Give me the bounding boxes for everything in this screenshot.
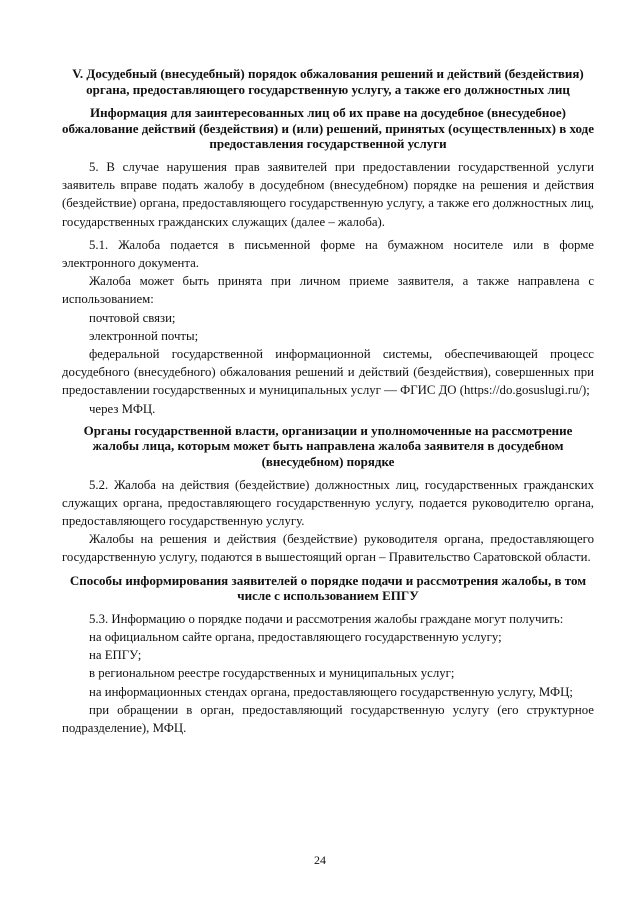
subsection-title-authorities: Органы государственной власти, организации и уполномоченные на рассмотрение жалобы лица, которым может быть направлена жалоба заявителя в досудебном (внесудебном) порядке [83, 422, 573, 469]
section-title: V. Досудебный (внесудебный) порядок обжалования решений и действий (бездействия) органа, предоставляющего государственную услугу, а также его должностных лиц [72, 66, 584, 97]
document-page [62, 66, 594, 737]
list-item: в региональном реестре государственных и муниципальных услуг; [89, 666, 455, 681]
list-item: при обращении в орган, предоставляющий государственную услугу (его структурное подразделение), МФЦ. [62, 702, 594, 736]
subsection-title-rights: Информация для заинтересованных лиц об их праве на досудебное (внесудебное) обжалование действий (бездействия) и (или) решений, принятых (осуществленных) в ходе предоставления государственной услуги [62, 105, 594, 152]
paragraph-5-3: 5.3. Информацию о порядке подачи и рассмотрения жалобы граждане могут получить: [89, 611, 564, 626]
paragraph-5: 5. В случае нарушения прав заявителей при предоставлении государственной услуги заявитель вправе подать жалобу в досудебном (внесудебном) порядке на решения и действия (бездействие) органа, предоставляющего государственную услугу, а также его должностных лиц, государственных гражданских служащих (далее – жалоба). [62, 159, 594, 229]
list-item: федеральной государственной информационной системы, обеспечивающей процесс досудебного (внесудебного) обжалования решений и действий (бездействия), совершенных при предоставлении государственных и муниципальных услуг — ФГИС ДО (https://do.gosuslugi.ru/); [62, 347, 594, 398]
list-item: на официальном сайте органа, предоставляющего государственную услугу; [89, 630, 502, 644]
list-item: на ЕПГУ; [89, 648, 142, 663]
list-item: на информационных стендах органа, предоставляющего государственную услугу, МФЦ; [89, 684, 573, 699]
list-item: через МФЦ. [89, 401, 156, 416]
paragraph-5-2: 5.2. Жалоба на действия (бездействие) должностных лиц, государственных гражданских служащих органа, предоставляющего государственную услугу, подается руководителю органа, предоставляющего государственную услугу. [62, 477, 594, 528]
list-item: почтовой связи; [89, 310, 176, 325]
paragraph-5-1-submission: Жалоба может быть принята при личном приеме заявителя, а также направлена с использованием: [62, 274, 594, 307]
paragraph-5-2-appeal: Жалобы на решения и действия (бездействие) руководителя органа, предоставляющего государственную услугу, подаются в вышестоящий орган – Правительство Саратовской области. [62, 532, 594, 565]
list-item: электронной почты; [89, 328, 199, 343]
page-number: 24 [314, 853, 326, 867]
subsection-title-information: Способы информирования заявителей о порядке подачи и рассмотрения жалобы, в том числе с использованием ЕПГУ [69, 572, 587, 604]
paragraph-5-1: 5.1. Жалоба подается в письменной форме на бумажном носителе или в форме электронного документа. [62, 237, 594, 270]
